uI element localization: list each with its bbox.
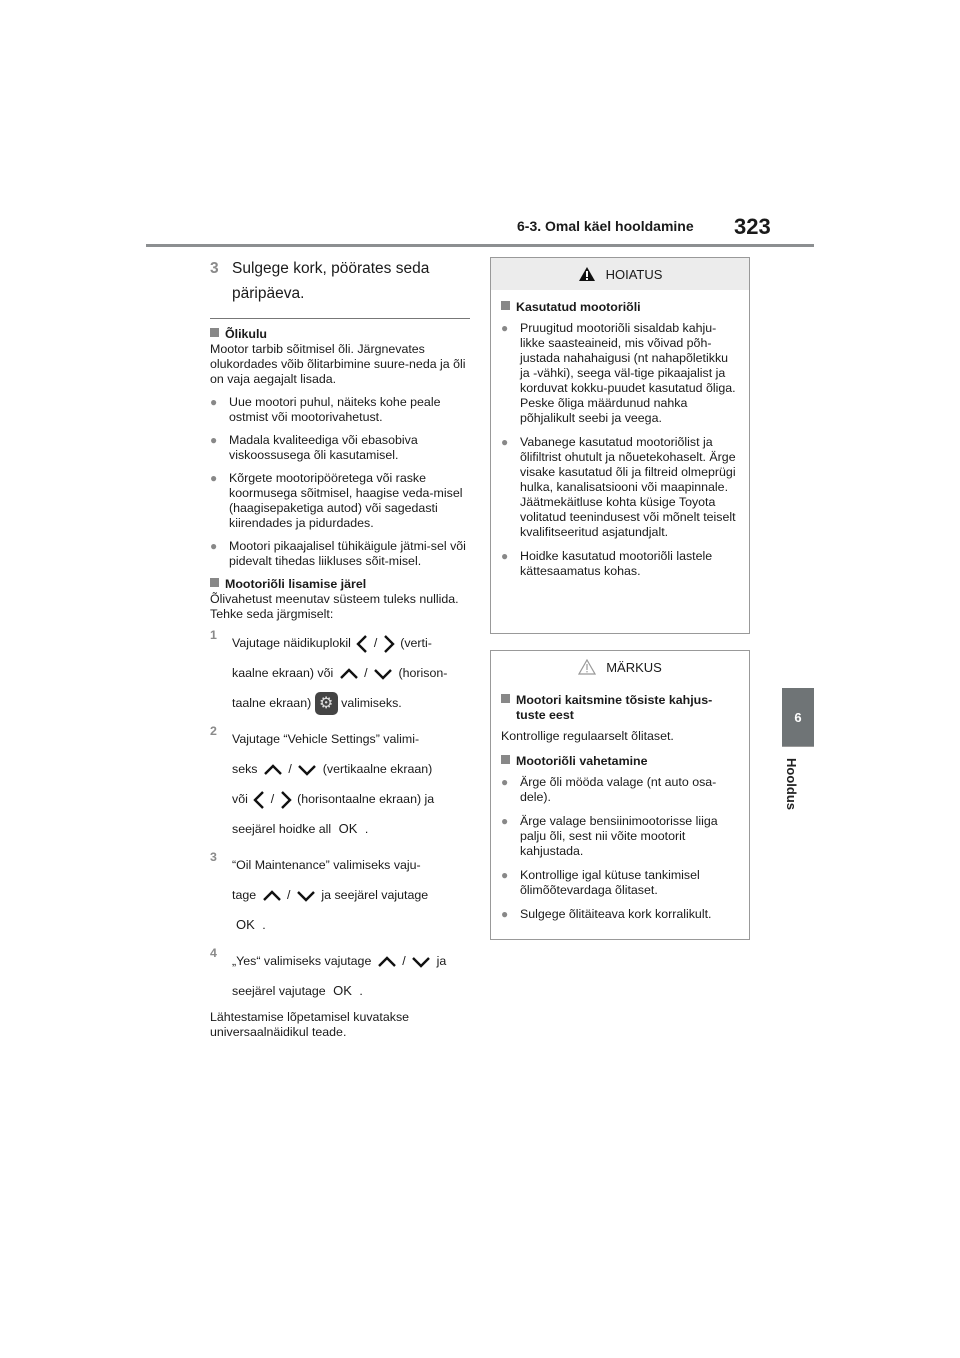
chapter-label: Hooldus xyxy=(784,758,799,810)
step-text: (vertikaalne ekraan) xyxy=(322,762,433,776)
list-item xyxy=(501,435,739,540)
reset-step-1 xyxy=(210,628,470,718)
list-item-text: Kontrollige igal kütuse tankimisel õlimõõtevardaga õlitaset. xyxy=(520,868,700,897)
chevron-left-icon xyxy=(356,634,368,654)
reset-step-2 xyxy=(210,724,470,844)
heading-text: Mootoriõli lisamise järel xyxy=(225,577,367,591)
step-line xyxy=(232,880,470,910)
step-text: kaalne ekraan) või xyxy=(232,666,334,680)
ok-button-icon: OK xyxy=(333,983,352,998)
chevron-down-icon xyxy=(296,890,316,902)
step-close-cap xyxy=(210,256,470,306)
heading-text: Kasutatud mootoriõli xyxy=(516,300,641,314)
step-text: / xyxy=(364,666,368,680)
step-line: Vajutage “Vehicle Settings” valimi- xyxy=(232,732,420,746)
gear-icon: ⚙ xyxy=(315,692,338,715)
square-bullet-icon xyxy=(210,578,219,587)
step-text: / xyxy=(287,888,291,902)
chevron-up-icon xyxy=(339,668,359,680)
step-text: „Yes“ valimiseks vajutage xyxy=(232,954,372,968)
step-line xyxy=(232,688,470,718)
after-adding-intro: Õlivahetust meenutav süsteem tuleks nullida. Tehke seda järgmiselt: xyxy=(210,592,459,621)
step-line: “Oil Maintenance” valimiseks vaju- xyxy=(232,858,421,872)
chapter-number: 6 xyxy=(794,709,802,725)
warning-box xyxy=(490,257,750,634)
warning-triangle-icon xyxy=(578,266,596,282)
step-text: (horisontaalne ekraan) ja xyxy=(297,792,435,806)
heading-text: Mootori kaitsmine tõsiste kahjus-tuste eest xyxy=(516,693,713,722)
step-text: (verti- xyxy=(400,636,432,650)
list-item xyxy=(501,907,739,922)
notice-header xyxy=(491,651,749,683)
circle-bullet-icon: ● xyxy=(501,907,509,921)
list-item xyxy=(210,539,470,569)
section-divider xyxy=(210,318,470,319)
step-number: 3 xyxy=(210,260,219,277)
warning-body xyxy=(491,290,749,594)
circle-bullet-icon: ● xyxy=(501,814,509,828)
circle-bullet-icon: ● xyxy=(501,868,509,882)
notice-heading-oil-change xyxy=(501,754,739,769)
step-number: 2 xyxy=(210,724,217,738)
chevron-up-icon xyxy=(263,764,283,776)
notice-body xyxy=(491,683,749,937)
warning-header xyxy=(491,258,749,290)
chevron-right-icon xyxy=(280,790,292,810)
list-item-text: Hoidke kasutatud mootoriõli lastele kättesaamatus kohas. xyxy=(520,549,713,578)
step-line xyxy=(232,814,470,844)
list-item xyxy=(210,471,470,531)
square-bullet-icon xyxy=(501,755,510,764)
notice-heading-protection xyxy=(501,693,739,723)
notice-paragraph: Kontrollige regulaarselt õlitaset. xyxy=(501,729,674,743)
section-title: 6-3. Omal käel hooldamine xyxy=(517,218,694,234)
circle-bullet-icon: ● xyxy=(501,435,509,449)
step-text: või xyxy=(232,792,248,806)
step-text: / xyxy=(288,762,292,776)
heading-text: Õlikulu xyxy=(225,327,267,341)
step-line xyxy=(232,658,470,688)
circle-bullet-icon: ● xyxy=(210,539,218,553)
list-item xyxy=(501,321,739,426)
warning-title: HOIATUS xyxy=(605,266,663,282)
step-text: (horison- xyxy=(398,666,448,680)
step-line xyxy=(232,784,470,814)
circle-bullet-icon: ● xyxy=(501,775,509,789)
list-item xyxy=(501,549,739,579)
list-item xyxy=(501,775,739,805)
step-text: ja seejärel vajutage xyxy=(321,888,429,902)
step-text: . xyxy=(359,984,363,998)
oil-use-heading xyxy=(210,327,470,342)
list-item-text: Vabanege kasutatud mootoriõlist ja õlifiltrist ohutult ja nõuetekohaselt. Ärge visake kasutatud õli ja filtreid olmeprügi hulka, kanalisatsiooni või maapinnale. Jäätmekäitluse kohta küsige Toyota volitatud teenindusest või mõnelt teiselt kvalifitseeritud asjatundjalt. xyxy=(520,435,736,539)
ok-button-icon: OK xyxy=(236,917,255,932)
heading-text: Mootoriõli vahetamine xyxy=(516,754,648,768)
circle-bullet-icon: ● xyxy=(501,549,509,563)
step-text: seejärel vajutage xyxy=(232,984,326,998)
notice-box xyxy=(490,650,750,940)
list-item-text: Ärge õli mööda valage (nt auto osa-dele). xyxy=(520,775,717,804)
circle-bullet-icon: ● xyxy=(210,433,218,447)
square-bullet-icon xyxy=(210,328,219,337)
ok-button-icon: OK xyxy=(338,821,358,836)
list-item-text: Mootori pikaajalisel tühikäigule jätmi-sel või pidevalt tihedas liikluses sõit-misel. xyxy=(229,539,466,568)
warning-heading xyxy=(501,300,739,315)
list-item xyxy=(210,433,470,463)
step-number: 3 xyxy=(210,850,217,864)
header-divider xyxy=(146,244,814,247)
list-item-text: Pruugitud mootoriõli sisaldab kahju-likke saasteaineid, mis võivad põh-justada nahahaigusi (nt nahapõletikku ja -vähki), seega väl-tige pikaajalist ja korduvat kokku-puudet kasutatud õliga. Peske õliga määrdunud nahka põhjalikult seebi ja veega. xyxy=(520,321,736,425)
oil-use-intro: Mootor tarbib sõitmisel õli. Järgnevates olukordades võib õlitarbimine suure-neda ja õli on vaja aegajalt lisada. xyxy=(210,342,466,386)
list-item-text: Uue mootori puhul, näiteks kohe peale ostmist või mootorivahetust. xyxy=(229,395,441,424)
reset-step-3 xyxy=(210,850,470,940)
list-item xyxy=(501,814,739,859)
step-text: valimiseks. xyxy=(341,696,402,710)
chevron-down-icon xyxy=(373,668,393,680)
list-item-text: Madala kvaliteediga või ebasobiva viskoossusega õli kasutamisel. xyxy=(229,433,418,462)
circle-bullet-icon: ● xyxy=(210,471,218,485)
reset-closing-text: Lähtestamise lõpetamisel kuvatakse universaalnäidikul teade. xyxy=(210,1010,410,1039)
square-bullet-icon xyxy=(501,694,510,703)
list-item-text: Sulgege õlitäiteava kork korralikult. xyxy=(520,907,712,921)
chevron-down-icon xyxy=(297,764,317,776)
step-text: taalne ekraan) xyxy=(232,696,312,710)
step-text: seejärel hoidke all xyxy=(232,822,332,836)
step-line xyxy=(232,976,470,1006)
step-line xyxy=(232,910,470,940)
chevron-up-icon xyxy=(262,890,282,902)
after-adding-heading xyxy=(210,577,470,592)
step-text: seks xyxy=(232,762,258,776)
page-number: 323 xyxy=(734,214,771,239)
square-bullet-icon xyxy=(501,301,510,310)
chapter-tab xyxy=(782,688,814,746)
step-text: / xyxy=(402,954,406,968)
chevron-up-icon xyxy=(377,956,397,968)
list-item-text: Ärge valage bensiinimootorisse liiga palju õli, sest nii võite mootorit kahjustada. xyxy=(520,814,718,858)
list-item-text: Kõrgete mootoripööretega või raske koormusega sõitmisel, haagise veda-misel (haagisepaketiga autod) või sagedasti kiirendades ja pidurdades. xyxy=(229,471,463,530)
step-line xyxy=(232,946,470,976)
step-text: tage xyxy=(232,888,257,902)
chevron-right-icon xyxy=(383,634,395,654)
step-number: 1 xyxy=(210,628,217,642)
step-text: / xyxy=(270,792,275,806)
circle-bullet-icon: ● xyxy=(501,321,509,335)
step-text: Vajutage näidikuplokil xyxy=(232,636,351,650)
step-text: . xyxy=(364,822,369,836)
step-text: . xyxy=(262,918,266,932)
caution-triangle-icon xyxy=(578,659,596,675)
reset-step-4 xyxy=(210,946,470,1006)
notice-title: MÄRKUS xyxy=(606,659,662,675)
list-item xyxy=(501,868,739,898)
left-column xyxy=(210,256,470,1040)
circle-bullet-icon: ● xyxy=(210,395,218,409)
step-number: 4 xyxy=(210,946,217,960)
chevron-left-icon xyxy=(253,790,265,810)
list-item xyxy=(210,395,470,425)
step-text: / xyxy=(373,636,378,650)
step-text: ja xyxy=(436,954,447,968)
step-line xyxy=(232,754,470,784)
step-text: päripäeva. xyxy=(232,285,305,302)
step-text: Sulgege kork, pöörates seda xyxy=(232,260,430,277)
step-line xyxy=(232,628,470,658)
chapter-tab-divider xyxy=(782,746,814,747)
chevron-down-icon xyxy=(411,956,431,968)
